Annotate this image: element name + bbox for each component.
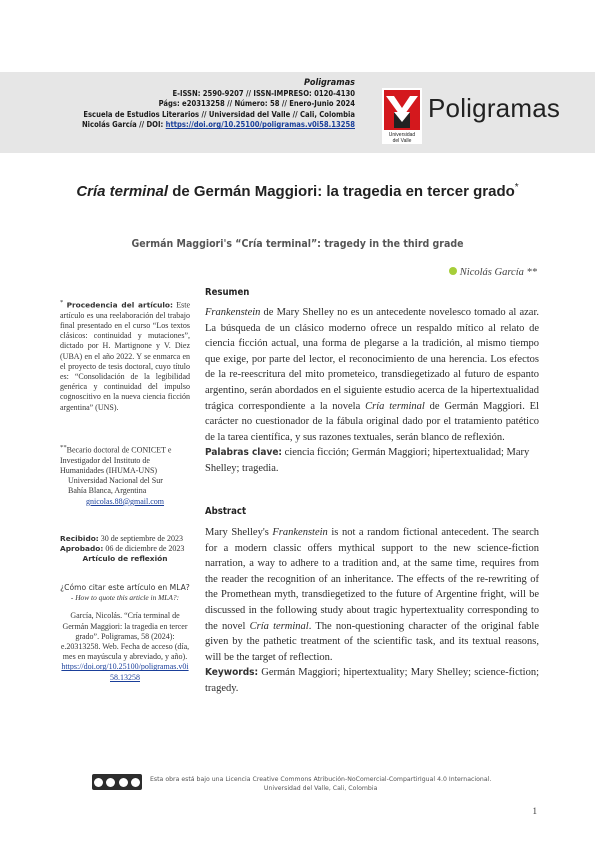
- abstract-text-2: is not a random fictional antecedent. The search for a modern classic offers mythical support to the new science-fiction narration, a way to adhere to a tradition and, at the same time, requires from the reader the recognition of an inheritance. The effects of the re-rewriting of the Promethean myth, transdiegetized to the future of Argentine fright, will be discussed in the following study about tragic hypertextuality corresponding to the novel: [205, 527, 539, 632]
- note1-label: Procedencia del artículo:: [66, 300, 173, 310]
- cite-question-en: - How to quote this article in MLA?:: [70, 593, 180, 603]
- abstract-keywords: [205, 665, 539, 696]
- page-number: 1: [532, 806, 537, 816]
- author-note: [60, 443, 190, 507]
- author-doi-prefix: Nicolás García // DOI:: [81, 120, 164, 130]
- univalle-logo: [382, 88, 422, 144]
- article-type: Artículo de reflexión: [82, 554, 168, 564]
- note2-text: Becario doctoral de CONICET e Investigador del Instituto de Humanidades (IHUMA-UNS): [60, 445, 172, 476]
- logo-wordmark: Poligramas: [428, 93, 561, 123]
- approved-date: 06 de diciembre de 2023: [105, 544, 185, 554]
- resumen-keywords-text: ciencia ficción; Germán Maggiori; hipertextualidad; Mary Shelley; tragedia.: [205, 447, 530, 474]
- resumen-body: [205, 305, 539, 477]
- approved-label: Aprobado:: [60, 544, 104, 554]
- school-line: Escuela de Estudios Literarios // Universidad del Valle // Cali, Colombia: [83, 109, 355, 119]
- orcid-icon[interactable]: [449, 267, 457, 275]
- svg-text:del Valle: del Valle: [392, 138, 412, 144]
- author-name: Nicolás García **: [459, 267, 537, 278]
- abstract-text-3: . The non-questioning character of the original fable given by the pathetic treatment of the scientific task, and its textual reasons, will be the target of reflection.: [205, 620, 540, 663]
- abstract-heading: Abstract: [205, 506, 247, 517]
- resumen-text-1: de Mary Shelley no es un antecedente novelesco tomado al azar. La búsqueda de un clásico moderno ofrece un respaldo mítico al relato de ciencia ficción actual, una forma de plegarse a la tradición, al mismo tiempo que exige, por parte del lector, el reconocimiento de una herencia. Los efectos de la re-reescritura del mito prometeico, transdiegetizado al futuro de espanto argentino, serán abordados en el siguiente estudio acerca de la hipertextualidad trágica correspondiente a la novela: [205, 307, 539, 412]
- abstract-text-1: Mary Shelley's: [205, 527, 273, 538]
- citation-block: [60, 583, 190, 683]
- note2-mark: **: [60, 444, 67, 451]
- title-rest: de Germán Maggiori: la tragedia en tercer grado: [172, 183, 515, 200]
- article-title: [60, 177, 535, 202]
- journal-name: Poligramas: [303, 78, 355, 88]
- institution-text: Universidad del Valle, Cali, Colombia: [263, 785, 378, 792]
- abstract-italic-cria: Cría terminal: [249, 620, 309, 632]
- license-text: Esta obra está bajo una Licencia Creative Commons Atribución-NoComercial-CompartirIgual 4.0 Internacional.: [150, 776, 492, 783]
- title-italic: Cría terminal: [76, 183, 169, 200]
- abstract-keywords-label: Keywords:: [205, 667, 259, 679]
- author-line: [449, 267, 537, 278]
- license-note: [150, 775, 491, 793]
- logo-mark-icon: [382, 88, 422, 144]
- resumen-keywords-label: Palabras clave:: [205, 447, 283, 459]
- note1-text: Este artículo es una reelaboración del trabajo final presentado en el curso “Los textos clásicos: continuidad y mutaciones”, dictado por H. Martignone y V. Diez (UBA) en el año 2022. Y se enmarca en el proyecto de tesis doctoral, cuyo título es: “Consolidación de la legibilidad genérica y continuidad del impulso cognoscitivo en la nueva ciencia ficción argentina” (UNS).: [60, 300, 190, 412]
- abstract-italic-frankenstein: Frankenstein: [272, 527, 328, 538]
- note2-city: Bahía Blanca, Argentina: [68, 486, 147, 496]
- note2-univ: Universidad Nacional del Sur: [68, 476, 163, 486]
- dates-block: [60, 534, 190, 565]
- received-date: 30 de septiembre de 2023: [100, 534, 183, 543]
- issn-line: E-ISSN: 2590-9207 // ISSN-IMPRESO: 0120-4130: [172, 88, 355, 98]
- resumen-heading: Resumen: [205, 287, 250, 298]
- english-title: Germán Maggiori's “Cría terminal”: tragedy in the third grade: [131, 238, 464, 250]
- abstract-body: [205, 525, 539, 697]
- cite-link[interactable]: https://doi.org/10.25100/poligramas.v0i58.13258: [61, 662, 189, 682]
- svg-text:Universidad: Universidad: [388, 132, 416, 138]
- cite-question: ¿Cómo citar este artículo en MLA?: [60, 583, 190, 592]
- resumen-italic-cria: Cría terminal: [365, 400, 425, 412]
- cite-text: García, Nicolás. “Cría terminal de Germán Maggiori: la tragedia en tercer grado”. Poligramas, 58 (2024): e.20313258. Web. Fecha de acceso (día, mes en mayúscula y abreviado, y año).: [60, 611, 190, 662]
- cc-license-icon[interactable]: [92, 774, 142, 790]
- resumen-keywords: [205, 445, 539, 476]
- doi-line: [82, 120, 355, 131]
- received-label: Recibido:: [60, 534, 99, 543]
- resumen-text-2: de Germán Maggiori. El carácter no cuestionador de la fábula original dado por el tratamiento patético de la tarea científica, y sus razones textuales, serán blanco de reflexión.: [205, 400, 540, 443]
- abstract-keywords-text: Germán Maggiori; hipertextuality; Mary Shelley; science-fiction; tragedy.: [205, 667, 539, 694]
- pages-line: Págs: e20313258 // Número: 58 // Enero-Junio 2024: [158, 99, 355, 109]
- doi-link[interactable]: https://doi.org/10.25100/poligramas.v0i58.13258: [165, 120, 355, 130]
- title-footnote-mark: *: [514, 182, 519, 193]
- author-email-link[interactable]: gnicolas.88@gmail.com: [85, 496, 165, 506]
- origin-note: [60, 298, 190, 413]
- journal-meta: [82, 78, 355, 131]
- resumen-italic-frankenstein: Frankenstein: [205, 307, 261, 318]
- note1-mark: *: [60, 299, 64, 306]
